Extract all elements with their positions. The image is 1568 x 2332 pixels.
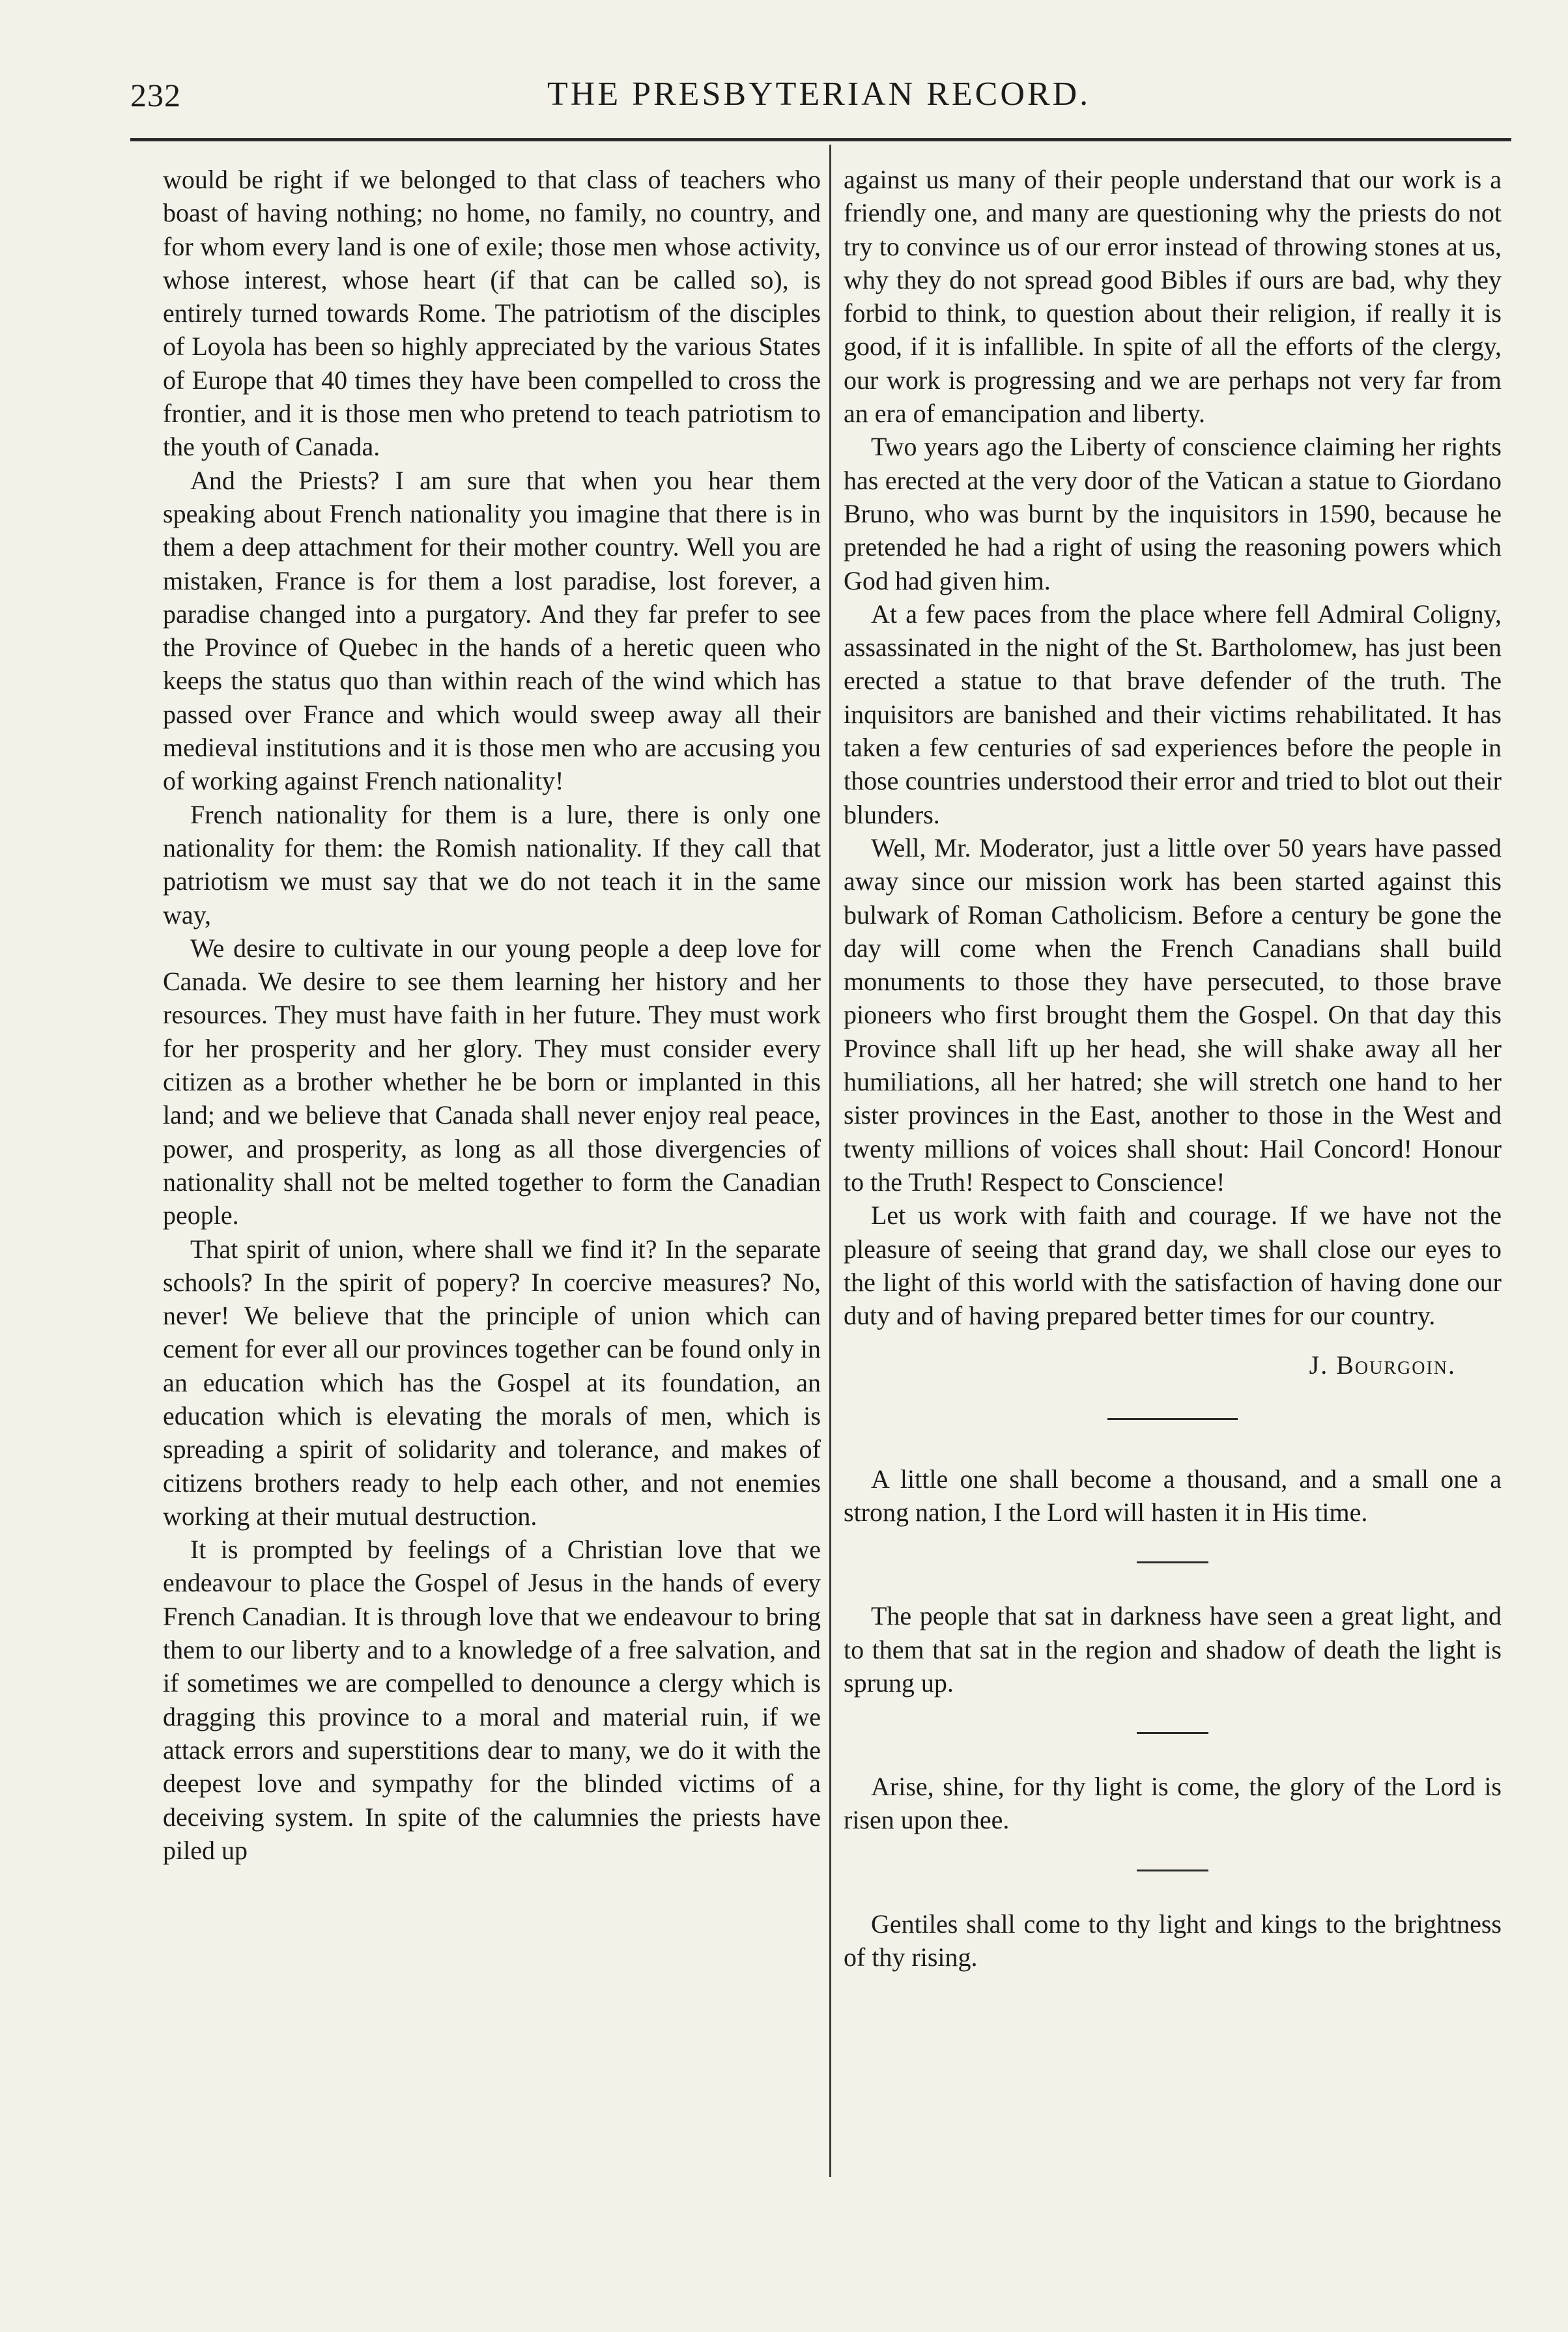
article-paragraph: Well, Mr. Moderator, just a little over 50 years have passed away since our mission work has been started against this bulwark of Roman Catholicism. Before a century be gone the day will come when the French Canadians shall build monuments to those they have persecuted, to those brave pioneers who first brought them the Gospel. On that day this Province shall lift up her head, she will shake away all her humiliations, all her hatred; she will stretch one hand to her sister provinces in the East, another to those in the West and twenty millions of voices shall shout: Hail Concord! Honour to the Truth! Respect to Conscience! (844, 832, 1502, 1197)
verse-list (844, 1462, 1502, 1974)
column-divider (829, 145, 831, 2177)
scripture-verse: Arise, shine, for thy light is come, the glory of the Lord is risen upon thee. (844, 1772, 1502, 1835)
verse-separator (1137, 1870, 1208, 1871)
scripture-verse: The people that sat in darkness have seen a great light, and to them that sat in the region and shadow of death the light is sprung up. (844, 1601, 1502, 1698)
article-paragraph: Let us work with faith and courage. If we have not the pleasure of seeing that grand day, we shall close our eyes to the light of this world with the satisfaction of having done our duty and of having prepared better times for our country. (844, 1201, 1502, 1331)
author-signature: J. Bourgoin. (1309, 1350, 1456, 1380)
article-paragraph: Two years ago the Liberty of conscience claiming her rights has erected at the very door of the Vatican a statue to Giordano Bruno, who was burnt by the inquisitors in 1590, because he pretended he had a right of using the reasoning powers which God had given him. (844, 432, 1502, 595)
verse-separator (1137, 1732, 1208, 1734)
header-rule (130, 138, 1511, 141)
page-header (130, 68, 1459, 127)
article-paragraph: And the Priests? I am sure that when you hear them speaking about French nationality you imagine that there is in them a deep attachment for their mother country. Well you are mistaken, France is for them a lost paradise, lost forever, a paradise changed into a purgatory. And they far prefer to see the Province of Quebec in the hands of a heretic queen who keeps the status quo than within reach of the wind which has passed over France and which would sweep away all their medieval institutions and it is those men who are accusing you of working against French nationality! (163, 465, 821, 796)
page-number: 232 (130, 77, 181, 113)
verse-separator (1137, 1561, 1208, 1563)
left-column (163, 163, 821, 1867)
article-paragraph: It is prompted by feelings of a Christian love that we endeavour to place the Gospel of Jesus in the hands of every French Canadian. It is through love that we endeavour to bring them to our liberty and to a knowledge of a free salvation, and if sometimes we are compelled to denounce a clergy which is dragging this province to a moral and material ruin, if we attack errors and superstitions dear to many, we do it with the deepest love and sympathy for the blinded victims of a deceiving system. In spite of the calumnies the priests have piled up (163, 1535, 821, 1865)
running-title: THE PRESBYTERIAN RECORD. (547, 76, 1091, 113)
article-paragraph: We desire to cultivate in our young people a deep love for Canada. We desire to see them learning her history and her resources. They must have faith in her future. They must work for her prosperity and her glory. They must consider every citizen as a brother whether he be born or implanted in this land; and we believe that Canada shall never enjoy real peace, power, and prosperity, as long as all those divergencies of nationality shall not be melted together to form the Canadian people. (163, 933, 821, 1230)
article-paragraph: At a few paces from the place where fell Admiral Coligny, assassinated in the night of the St. Bartholomew, has just been erected a statue to that brave defender of the truth. The inquisitors are banished and their victims rehabilitated. It has taken a few centuries of sad experiences before the people in those countries understood their error and tried to blot out their blunders. (844, 599, 1502, 829)
scripture-verse: Gentiles shall come to thy light and kings to the brightness of thy rising. (844, 1909, 1502, 1972)
scripture-verse: A little one shall become a thousand, and a small one a strong nation, I the Lord will hasten it in His time. (844, 1464, 1502, 1527)
article-paragraph: against us many of their people understand that our work is a friendly one, and many are questioning why the priests do not try to convince us of our error instead of throwing stones at us, why they do not spread good Bibles if ours are bad, why they forbid to think, to question about their religion, if really it is good, if it is infallible. In spite of all the efforts of the clergy, our work is progressing and we are perhaps not very far from an era of emancipation and liberty. (844, 165, 1502, 429)
right-column (844, 163, 1502, 1974)
section-separator (1107, 1418, 1238, 1420)
article-paragraph: French nationality for them is a lure, there is only one nationality for them: the Romish nationality. If they call that patriotism we must say that we do not teach it in the same way, (163, 799, 821, 930)
article-paragraph: That spirit of union, where shall we find it? In the separate schools? In the spirit of popery? In coercive measures? No, never! We believe that the principle of union which can cement for ever all our provinces together can be found only in an education which has the Gospel at its foundation, an education which is elevating the morals of men, which is spreading a spirit of solidarity and tolerance, and makes of citizens brothers ready to help each other, and not enemies working at their mutual destruction. (163, 1234, 821, 1531)
article-paragraph: would be right if we belonged to that class of teachers who boast of having nothing; no home, no family, no country, and for whom every land is one of exile; those men whose activity, whose interest, whose heart (if that can be called so), is entirely turned towards Rome. The patriotism of the disciples of Loyola has been so highly appreciated by the various States of Europe that 40 times they have been compelled to cross the frontier, and it is those men who pretend to teach patriotism to the youth of Canada. (163, 165, 821, 462)
